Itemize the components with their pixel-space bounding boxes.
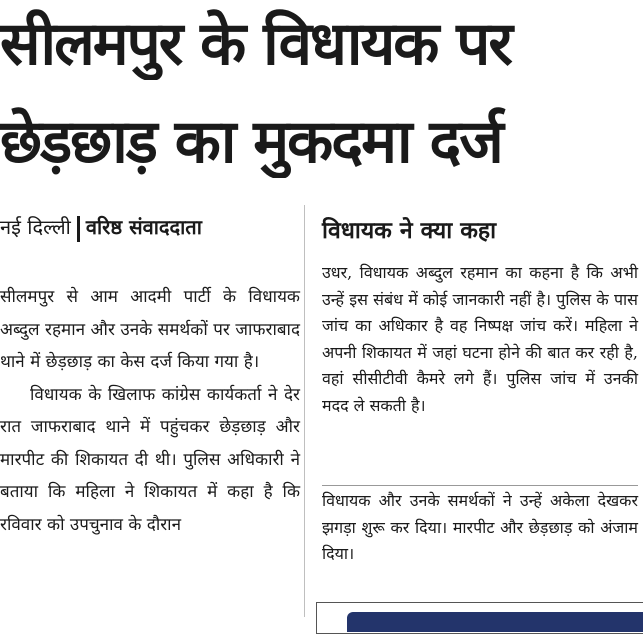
sidebar-title: विधायक ने क्या कहा — [322, 218, 497, 244]
sidebar-statement — [322, 260, 638, 419]
article-paragraph-1: सीलमपुर से आम आदमी पार्टी के विधायक अब्दुल रहमान और उनके समर्थकों पर जाफराबाद थाने में छेड़छाड़ का केस दर्ज किया गया है। — [0, 287, 300, 372]
next-story-box — [316, 602, 643, 634]
byline — [0, 212, 202, 242]
column-divider — [304, 205, 305, 617]
byline-reporter: वरिष्ठ संवाददाता — [85, 215, 202, 239]
sidebar-statement-text: उधर, विधायक अब्दुल रहमान का कहना है कि अभी उन्हें इस संबंध में कोई जानकारी नहीं है। पुलिस के पास जांच का अधिकार है वह निष्पक्ष जांच करें। महिला ने अपनी शिकायत में जहां घटना होने की बात कर रही है, वहां सीसीटीवी कैमरे लगे हैं। पुलिस जांच में उनकी मदद ले सकती है। — [322, 263, 638, 415]
sidebar-divider — [322, 485, 638, 486]
article-continuation — [322, 488, 638, 568]
byline-location: नई दिल्ली — [0, 215, 71, 239]
byline-separator — [77, 216, 80, 242]
next-story-box-fill — [347, 612, 643, 632]
headline-line-1: सीलमपुर के विधायक पर — [0, 9, 511, 79]
article-continuation-text: विधायक और उनके समर्थकों ने उन्हें अकेला देखकर झगड़ा शुरू कर दिया। मारपीट और छेड़छाड़ को अंजाम दिया। — [322, 491, 638, 563]
headline-line-2: छेड़छाड़ का मुकदमा दर्ज — [0, 107, 502, 177]
article-paragraph-2: विधायक के खिलाफ कांग्रेस कार्यकर्ता ने देर रात जाफराबाद थाने में पहुंचकर छेड़छाड़ और मारपीट की शिकायत दी थी। पुलिस अधिकारी ने बताया कि महिला ने शिकायत में कहा है कि रविवार को उपचुनाव के दौरान — [0, 384, 300, 535]
article-body — [0, 281, 300, 541]
